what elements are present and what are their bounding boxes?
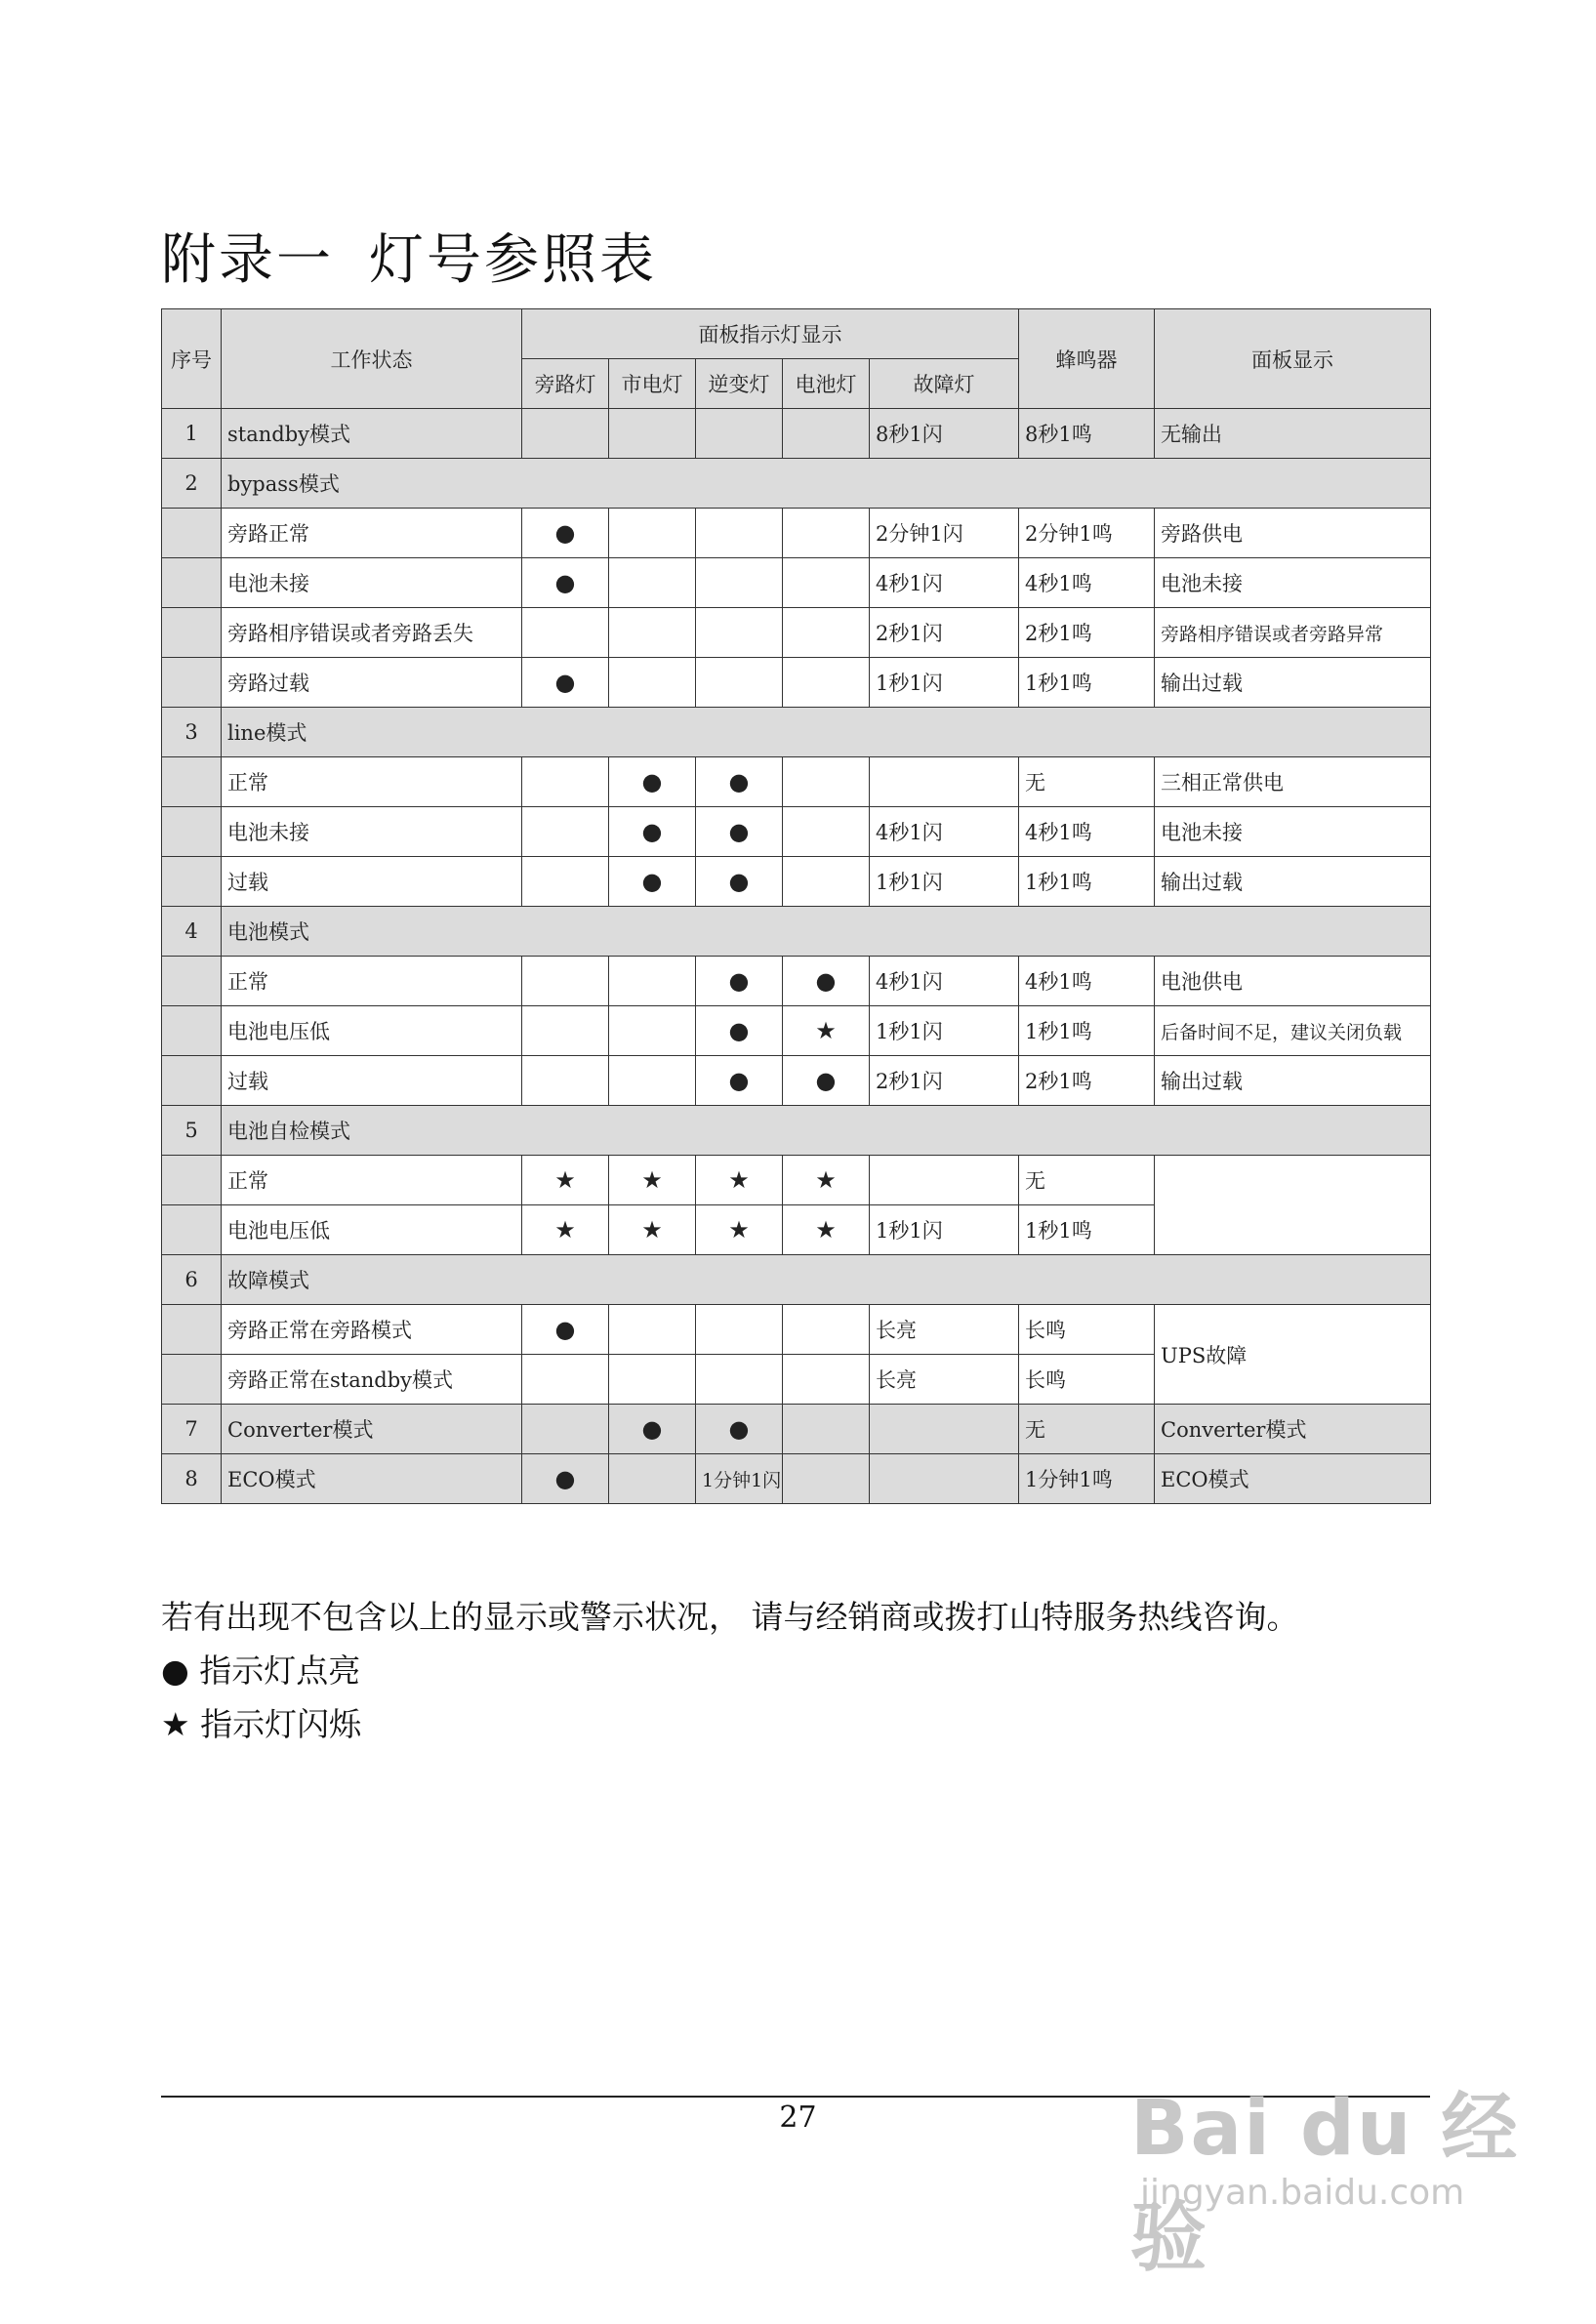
col-header-bypass-light: 旁路灯: [522, 359, 609, 409]
bypass-light-cell: ●: [522, 509, 609, 558]
row-state: 旁路正常在旁路模式: [222, 1305, 522, 1355]
display-cell: 三相正常供电: [1155, 757, 1431, 807]
display-cell: 输出过载: [1155, 1056, 1431, 1106]
mains-light-cell: [609, 409, 696, 459]
row-state: 正常: [222, 757, 522, 807]
battery-light-cell: ★: [783, 1205, 870, 1255]
inverter-light-cell: [696, 509, 783, 558]
row-index: [162, 957, 222, 1006]
col-header-inverter-light: 逆变灯: [696, 359, 783, 409]
buzzer-cell: 4秒1鸣: [1019, 807, 1155, 857]
bypass-light-cell: [522, 957, 609, 1006]
fault-light-cell: [870, 1454, 1019, 1504]
watermark-url: jingyan.baidu.com: [1140, 2173, 1465, 2213]
row-index: 1: [162, 409, 222, 459]
buzzer-cell: 无: [1019, 1405, 1155, 1454]
row-index: 2: [162, 459, 222, 509]
row-index: 3: [162, 708, 222, 757]
table-row: [162, 907, 1431, 957]
row-index: 8: [162, 1454, 222, 1504]
title-main: 灯号参照表: [369, 228, 657, 292]
display-cell: 电池未接: [1155, 558, 1431, 608]
row-state: 电池未接: [222, 558, 522, 608]
row-state: 正常: [222, 1156, 522, 1205]
table-row: [162, 1305, 1431, 1355]
inverter-light-cell: [696, 1305, 783, 1355]
inverter-light-cell: ★: [696, 1156, 783, 1205]
title-appendix: 附录一: [161, 228, 334, 292]
table-row: [162, 857, 1431, 907]
buzzer-cell: 1秒1鸣: [1019, 857, 1155, 907]
battery-light-cell: [783, 1405, 870, 1454]
row-index: [162, 608, 222, 658]
row-index: 4: [162, 907, 222, 957]
mains-light-cell: [609, 608, 696, 658]
buzzer-cell: 2秒1鸣: [1019, 1056, 1155, 1106]
watermark: [1130, 2067, 1540, 2282]
inverter-light-cell: ●: [696, 957, 783, 1006]
table-row: [162, 708, 1431, 757]
row-state: ECO模式: [222, 1454, 522, 1504]
display-cell: ECO模式: [1155, 1454, 1431, 1504]
fault-light-cell: 2秒1闪: [870, 1056, 1019, 1106]
row-index: [162, 1205, 222, 1255]
row-state: 电池电压低: [222, 1006, 522, 1056]
light-reference-table: [161, 308, 1431, 1504]
row-state: 正常: [222, 957, 522, 1006]
row-state: 过载: [222, 1056, 522, 1106]
battery-light-cell: [783, 757, 870, 807]
col-header-mains-light: 市电灯: [609, 359, 696, 409]
inverter-light-cell: ●: [696, 1056, 783, 1106]
display-cell: 旁路供电: [1155, 509, 1431, 558]
buzzer-cell: 1秒1鸣: [1019, 658, 1155, 708]
display-cell: 输出过载: [1155, 857, 1431, 907]
fault-light-cell: 长亮: [870, 1355, 1019, 1405]
bypass-light-cell: ●: [522, 558, 609, 608]
fault-light-cell: 2秒1闪: [870, 608, 1019, 658]
col-header-battery-light: 电池灯: [783, 359, 870, 409]
row-index: [162, 857, 222, 907]
mains-light-cell: ●: [609, 807, 696, 857]
buzzer-cell: 2分钟1鸣: [1019, 509, 1155, 558]
mains-light-cell: ★: [609, 1205, 696, 1255]
row-index: [162, 1355, 222, 1405]
table-row: [162, 1255, 1431, 1305]
inverter-light-cell: [696, 658, 783, 708]
row-index: [162, 1006, 222, 1056]
mains-light-cell: [609, 1056, 696, 1106]
section-title: 电池模式: [222, 907, 1431, 957]
mains-light-cell: ●: [609, 1405, 696, 1454]
display-cell: 电池未接: [1155, 807, 1431, 857]
table-row: [162, 459, 1431, 509]
table-row: [162, 509, 1431, 558]
mains-light-cell: ★: [609, 1156, 696, 1205]
fault-light-cell: 2分钟1闪: [870, 509, 1019, 558]
buzzer-cell: 1秒1鸣: [1019, 1006, 1155, 1056]
page-number: 27: [779, 2100, 817, 2135]
bypass-light-cell: [522, 757, 609, 807]
fault-light-cell: [870, 757, 1019, 807]
col-header-fault-light: 故障灯: [870, 359, 1019, 409]
buzzer-cell: 4秒1鸣: [1019, 957, 1155, 1006]
col-header-index: 序号: [162, 309, 222, 409]
bypass-light-cell: ★: [522, 1156, 609, 1205]
note-contact: 若有出现不包含以上的显示或警示状况， 请与经销商或拨打山特服务热线咨询。: [161, 1598, 1299, 1636]
row-index: 7: [162, 1405, 222, 1454]
legend-blink: ★ 指示灯闪烁: [161, 1705, 362, 1743]
battery-light-cell: [783, 509, 870, 558]
display-cell: [1155, 1156, 1431, 1255]
table-row: [162, 608, 1431, 658]
bypass-light-cell: ●: [522, 1454, 609, 1504]
mains-light-cell: ●: [609, 857, 696, 907]
table-row: [162, 1006, 1431, 1056]
row-index: [162, 807, 222, 857]
buzzer-cell: 2秒1鸣: [1019, 608, 1155, 658]
bypass-light-cell: [522, 1056, 609, 1106]
inverter-light-cell: [696, 558, 783, 608]
mains-light-cell: [609, 558, 696, 608]
fault-light-cell: 1秒1闪: [870, 1006, 1019, 1056]
bypass-light-cell: ●: [522, 1305, 609, 1355]
row-index: [162, 509, 222, 558]
inverter-light-cell: ●: [696, 857, 783, 907]
row-index: [162, 757, 222, 807]
display-cell: 旁路相序错误或者旁路异常: [1155, 608, 1431, 658]
section-title: 电池自检模式: [222, 1106, 1431, 1156]
table-row: [162, 757, 1431, 807]
bypass-light-cell: [522, 1355, 609, 1405]
table-row: [162, 1405, 1431, 1454]
display-cell: Converter模式: [1155, 1405, 1431, 1454]
bypass-light-cell: [522, 1006, 609, 1056]
bypass-light-cell: ★: [522, 1205, 609, 1255]
page-title: [161, 217, 657, 295]
battery-light-cell: [783, 857, 870, 907]
col-header-buzzer: 蜂鸣器: [1019, 309, 1155, 409]
inverter-light-cell: ●: [696, 1006, 783, 1056]
fault-light-cell: [870, 1405, 1019, 1454]
fault-light-cell: 4秒1闪: [870, 558, 1019, 608]
mains-light-cell: [609, 1305, 696, 1355]
battery-light-cell: [783, 1305, 870, 1355]
fault-light-cell: 1秒1闪: [870, 658, 1019, 708]
bypass-light-cell: [522, 1405, 609, 1454]
row-state: standby模式: [222, 409, 522, 459]
fault-light-cell: 8秒1闪: [870, 409, 1019, 459]
battery-light-cell: [783, 558, 870, 608]
section-title: line模式: [222, 708, 1431, 757]
table-row: [162, 1156, 1431, 1205]
table-row: [162, 807, 1431, 857]
mains-light-cell: [609, 1454, 696, 1504]
buzzer-cell: 8秒1鸣: [1019, 409, 1155, 459]
table-row: [162, 658, 1431, 708]
buzzer-cell: 长鸣: [1019, 1305, 1155, 1355]
row-state: 旁路过载: [222, 658, 522, 708]
battery-light-cell: ★: [783, 1156, 870, 1205]
display-cell: 输出过载: [1155, 658, 1431, 708]
battery-light-cell: [783, 658, 870, 708]
table-row: [162, 1454, 1431, 1504]
inverter-light-cell: ●: [696, 757, 783, 807]
row-index: [162, 1156, 222, 1205]
row-state: 电池电压低: [222, 1205, 522, 1255]
mains-light-cell: [609, 509, 696, 558]
battery-light-cell: ●: [783, 957, 870, 1006]
inverter-light-cell: ★: [696, 1205, 783, 1255]
row-index: 6: [162, 1255, 222, 1305]
legend-on: ● 指示灯点亮: [161, 1651, 361, 1690]
row-index: [162, 1056, 222, 1106]
buzzer-cell: 无: [1019, 757, 1155, 807]
bypass-light-cell: ●: [522, 658, 609, 708]
battery-light-cell: [783, 1454, 870, 1504]
inverter-light-cell: ●: [696, 1405, 783, 1454]
inverter-light-cell: 1分钟1闪: [696, 1454, 783, 1504]
row-state: 旁路正常在standby模式: [222, 1355, 522, 1405]
buzzer-cell: 无: [1019, 1156, 1155, 1205]
fault-light-cell: [870, 1156, 1019, 1205]
mains-light-cell: [609, 658, 696, 708]
mains-light-cell: [609, 1355, 696, 1405]
row-state: 电池未接: [222, 807, 522, 857]
row-state: 旁路正常: [222, 509, 522, 558]
buzzer-cell: 1秒1鸣: [1019, 1205, 1155, 1255]
mains-light-cell: [609, 957, 696, 1006]
row-index: 5: [162, 1106, 222, 1156]
fault-light-cell: 4秒1闪: [870, 807, 1019, 857]
bypass-light-cell: [522, 409, 609, 459]
table-row: [162, 558, 1431, 608]
row-state: 过载: [222, 857, 522, 907]
row-state: Converter模式: [222, 1405, 522, 1454]
section-title: bypass模式: [222, 459, 1431, 509]
buzzer-cell: 4秒1鸣: [1019, 558, 1155, 608]
battery-light-cell: ★: [783, 1006, 870, 1056]
row-index: [162, 558, 222, 608]
table-row: [162, 1056, 1431, 1106]
row-state: 旁路相序错误或者旁路丢失: [222, 608, 522, 658]
display-cell: 无输出: [1155, 409, 1431, 459]
table-row: [162, 1106, 1431, 1156]
battery-light-cell: [783, 409, 870, 459]
display-cell: 电池供电: [1155, 957, 1431, 1006]
fault-light-cell: 1秒1闪: [870, 857, 1019, 907]
inverter-light-cell: [696, 1355, 783, 1405]
inverter-light-cell: [696, 409, 783, 459]
fault-light-cell: 长亮: [870, 1305, 1019, 1355]
display-cell: UPS故障: [1155, 1305, 1431, 1405]
col-header-panel-display: 面板显示: [1155, 309, 1431, 409]
mains-light-cell: ●: [609, 757, 696, 807]
watermark-logo: Bai du 经验: [1130, 2085, 1520, 2282]
col-header-panel-lights: 面板指示灯显示: [522, 309, 1019, 359]
battery-light-cell: [783, 1355, 870, 1405]
inverter-light-cell: [696, 608, 783, 658]
bypass-light-cell: [522, 608, 609, 658]
inverter-light-cell: ●: [696, 807, 783, 857]
buzzer-cell: 1分钟1鸣: [1019, 1454, 1155, 1504]
col-header-state: 工作状态: [222, 309, 522, 409]
battery-light-cell: [783, 608, 870, 658]
display-cell: 后备时间不足，建议关闭负载: [1155, 1006, 1431, 1056]
mains-light-cell: [609, 1006, 696, 1056]
battery-light-cell: [783, 807, 870, 857]
section-title: 故障模式: [222, 1255, 1431, 1305]
bypass-light-cell: [522, 857, 609, 907]
row-index: [162, 658, 222, 708]
fault-light-cell: 4秒1闪: [870, 957, 1019, 1006]
table-row: [162, 409, 1431, 459]
bypass-light-cell: [522, 807, 609, 857]
fault-light-cell: 1秒1闪: [870, 1205, 1019, 1255]
buzzer-cell: 长鸣: [1019, 1355, 1155, 1405]
table-row: [162, 957, 1431, 1006]
battery-light-cell: ●: [783, 1056, 870, 1106]
row-index: [162, 1305, 222, 1355]
